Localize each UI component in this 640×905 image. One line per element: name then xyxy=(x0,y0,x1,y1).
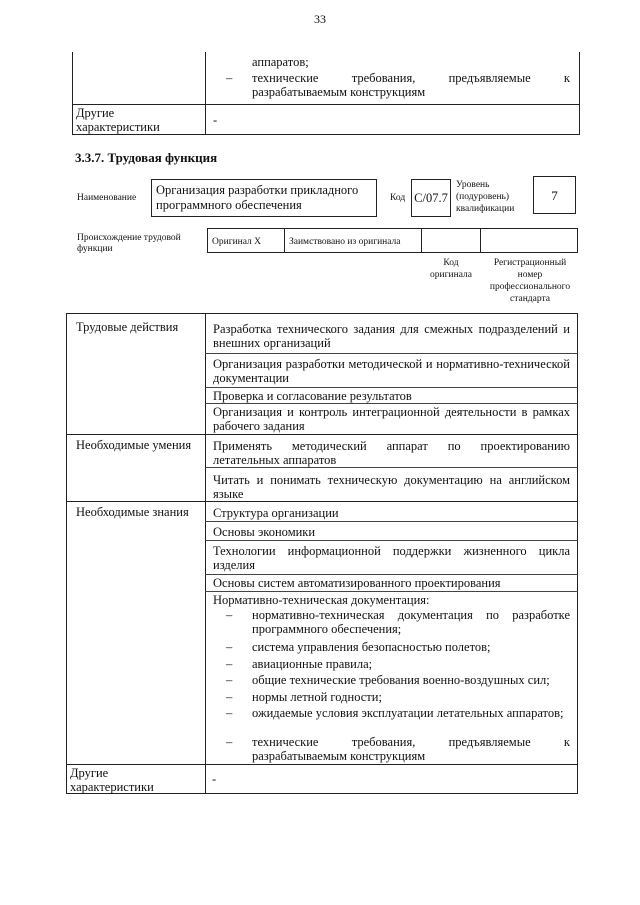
other-label: характеристики xyxy=(76,120,160,134)
knowledge-item: Технологии информационной поддержки жизненного цикла изделия xyxy=(213,544,570,572)
row-divider xyxy=(205,387,578,388)
dash-glyph: – xyxy=(226,690,233,704)
level-value-box xyxy=(533,176,576,214)
continuation-line: аппаратов; xyxy=(252,55,309,69)
row-divider xyxy=(205,353,578,354)
code-caption: Код xyxy=(443,258,459,268)
table-divider xyxy=(205,52,206,135)
code-label: Код xyxy=(390,193,406,203)
knowledge-item: Основы систем автоматизированного проектирования xyxy=(213,576,501,590)
ntd-item: – нормы летной годности; xyxy=(226,690,382,704)
row-divider xyxy=(205,591,578,592)
row-divider xyxy=(205,467,578,468)
table-divider xyxy=(205,313,206,794)
skill-item: Читать и понимать техническую документацию на английском языке xyxy=(213,473,570,501)
other-label: Другие xyxy=(76,106,115,120)
other-value: - xyxy=(213,113,218,127)
other-value: - xyxy=(212,772,217,786)
knowledge-label: Необходимые знания xyxy=(76,505,189,519)
level-label: (подуровень) xyxy=(456,192,510,202)
action-item: Проверка и согласование результатов xyxy=(213,389,412,403)
action-item: Организация разработки методической и нормативно-технической документации xyxy=(213,357,570,385)
other-label: Другие xyxy=(70,766,109,780)
ntd-item: – технические требования, предъявляемые к разрабатываемым конструкциям xyxy=(226,735,570,763)
action-item: Разработка технического задания для смежных подразделений и внешних организаций xyxy=(213,322,570,350)
origin-divider xyxy=(421,228,422,253)
name-value-line: Организация разработки прикладного xyxy=(156,183,359,197)
ntd-item: – общие технические требования военно-воздушных сил; xyxy=(226,673,550,687)
section-divider xyxy=(66,501,578,502)
word: технические xyxy=(252,71,319,85)
ntd-title: Нормативно-техническая документация: xyxy=(213,593,430,607)
reg-caption: профессионального xyxy=(489,282,571,292)
dash-glyph: – xyxy=(226,71,233,85)
code-caption: оригинала xyxy=(430,270,472,280)
reg-caption: Регистрационный xyxy=(493,258,567,268)
reg-caption: номер xyxy=(517,270,543,280)
row-divider xyxy=(205,574,578,575)
ntd-item: – нормативно-техническая документация по разработке программного обеспечения; xyxy=(226,608,570,636)
section-title: 3.3.7. Трудовая функция xyxy=(75,150,218,165)
word: предъявляемые xyxy=(448,71,531,85)
actions-label: Трудовые действия xyxy=(76,320,179,334)
knowledge-item: Основы экономики xyxy=(213,525,316,539)
reg-caption: стандарта xyxy=(510,294,550,304)
level-value: 7 xyxy=(551,188,558,203)
skill-item: Применять методический аппарат по проектированию летательных аппаратов xyxy=(213,439,570,467)
origin-label: функции xyxy=(77,244,113,254)
section-divider xyxy=(66,764,578,765)
borrowed-label: Заимствовано из оригинала xyxy=(289,237,401,247)
name-value-box xyxy=(151,179,377,217)
dash-glyph: – xyxy=(226,657,233,671)
table-divider xyxy=(72,104,579,105)
other-label: характеристики xyxy=(70,780,154,794)
origin-label: Происхождение трудовой xyxy=(77,233,181,243)
name-value-line: программного обеспечения xyxy=(156,198,302,212)
ntd-item: – система управления безопасностью полетов; xyxy=(226,640,491,654)
ntd-item: – ожидаемые условия эксплуатации летательных аппаратов; xyxy=(226,706,564,720)
continuation-item-line2: разрабатываемым конструкциям xyxy=(252,85,426,99)
dash-glyph: – xyxy=(226,735,233,749)
skills-label: Необходимые умения xyxy=(76,438,192,452)
dash-glyph: – xyxy=(226,706,233,720)
word: требования, xyxy=(351,71,416,85)
row-divider xyxy=(205,403,578,404)
code-value-box xyxy=(411,179,451,217)
level-label: квалификации xyxy=(456,204,515,214)
section-divider xyxy=(66,434,578,435)
row-divider xyxy=(205,540,578,541)
origin-divider xyxy=(480,228,481,253)
word: к xyxy=(563,71,570,85)
dash-glyph: – xyxy=(226,608,233,622)
continuation-item-line1 xyxy=(252,71,570,85)
origin-divider xyxy=(284,228,285,253)
action-item: Организация и контроль интеграционной деятельности в рамках рабочего задания xyxy=(213,405,570,433)
ntd-item: – авиационные правила; xyxy=(226,657,373,671)
name-label: Наименование xyxy=(77,193,137,203)
dash-glyph: – xyxy=(226,673,233,687)
dash-glyph: – xyxy=(226,640,233,654)
level-label: Уровень xyxy=(456,180,490,190)
original-mark: Оригинал X xyxy=(212,237,262,247)
knowledge-item: Структура организации xyxy=(213,506,339,520)
row-divider xyxy=(205,521,578,522)
code-value: C/07.7 xyxy=(414,191,448,205)
page-number: 33 xyxy=(314,12,326,26)
